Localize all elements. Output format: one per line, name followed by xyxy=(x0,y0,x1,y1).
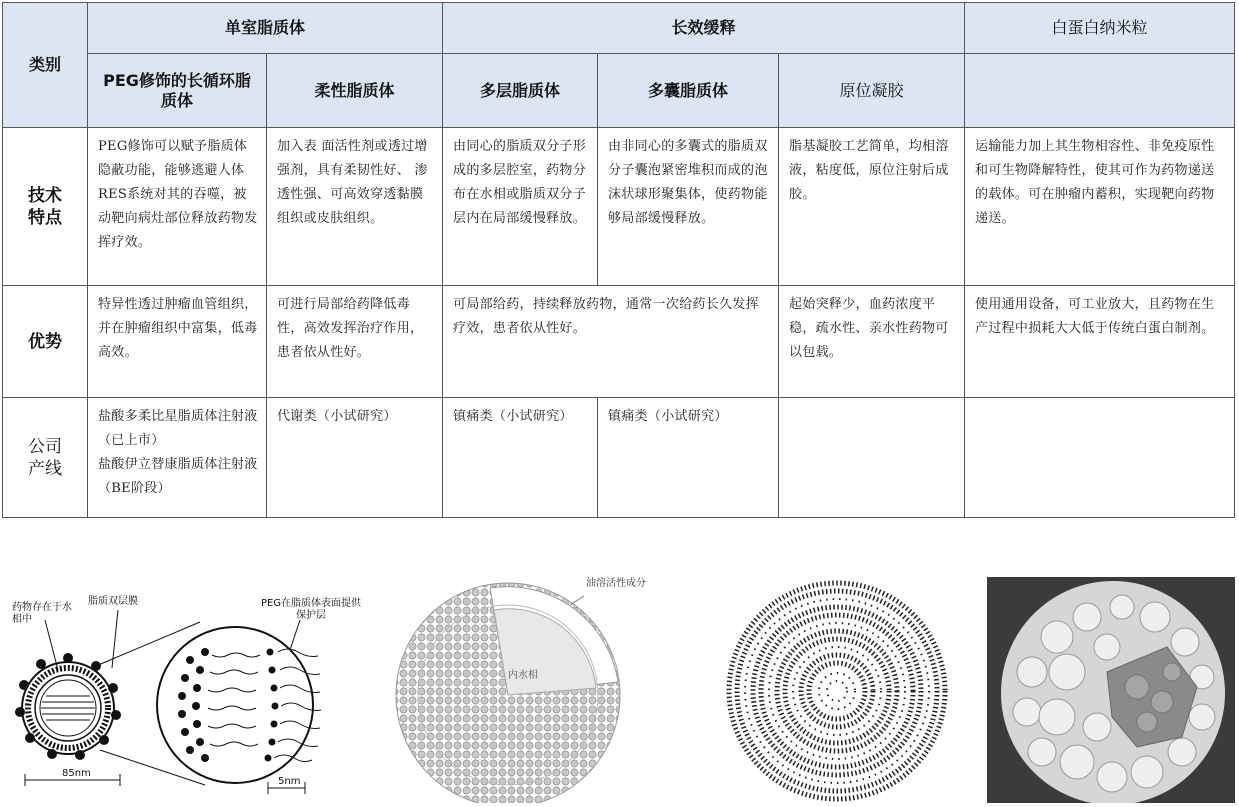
table-cell xyxy=(88,128,267,286)
cell-tech-flexible: 加入表 面活性剂或透过增强剂，具有柔韧性好、 渗透性强、可高效穿透黏膜组织或皮肤组织。 xyxy=(277,139,428,226)
label-lipid-bilayer: 脂质双层膜 xyxy=(88,596,138,607)
cell-adv-multi: 可局部给药，持续释放药物，通常一次给药长久发挥疗效，患者依从性好。 xyxy=(453,297,759,336)
subheader-flexible-cell xyxy=(267,54,443,128)
cell-pipeline-multilamellar: 镇痛类（小试研究） xyxy=(453,409,573,424)
table-cell xyxy=(443,398,598,518)
table-cell xyxy=(779,398,965,518)
header-category: 类别 xyxy=(28,54,61,74)
label-inner-aqueous: 内水相 xyxy=(508,670,538,681)
multivesicular-photo-image xyxy=(987,577,1235,803)
row-label-tech: 技术特点 xyxy=(28,185,62,228)
header-group-sustained: 长效缓释 xyxy=(671,18,736,37)
table-cell xyxy=(598,398,779,518)
cell-tech-multilamellar: 由同心的脂质双分子形成的多层腔室，药物分布在水相或脂质双分子层内在局部缓慢释放。 xyxy=(453,139,587,226)
table-cell xyxy=(598,128,779,286)
table-cell xyxy=(267,398,443,518)
cell-pipeline-peg-1: 盐酸多柔比星脂质体注射液（已上市） xyxy=(98,409,258,448)
peg-liposome-diagram xyxy=(0,560,380,803)
table-cell xyxy=(88,286,267,398)
cell-pipeline-flexible: 代谢类（小试研究） xyxy=(277,409,397,424)
figure-peg-liposome xyxy=(0,560,380,803)
table-row xyxy=(3,398,1235,518)
cell-adv-flexible: 可进行局部给药降低毒性，高效发挥治疗作用，患者依从性好。 xyxy=(277,297,424,360)
table-cell xyxy=(965,286,1235,398)
subheader-insitu-gel: 原位凝胶 xyxy=(839,80,904,100)
subheader-albumin xyxy=(965,54,1234,127)
header-group-albumin-cell xyxy=(965,3,1235,54)
table-cell xyxy=(965,128,1235,286)
header-group-unilamellar: 单室脂质体 xyxy=(225,18,306,37)
label-drug-in-aqueous: 药物存在于水相中 xyxy=(12,602,72,625)
table-cell xyxy=(267,128,443,286)
table-cell xyxy=(267,286,443,398)
table-row xyxy=(3,128,1235,286)
figures-strip xyxy=(0,560,1239,803)
label-peg-layer: PEG在脂质体表面提供保护层 xyxy=(260,598,362,621)
subheader-flexible: 柔性脂质体 xyxy=(314,80,395,100)
table-cell xyxy=(779,286,965,398)
table-cell xyxy=(443,128,598,286)
row-label-cell xyxy=(3,286,88,398)
subheader-multilamellar-cell xyxy=(443,54,598,128)
cell-tech-insitu-gel: 脂基凝胶工艺简单，均相溶液，粘度低，原位注射后成胶。 xyxy=(789,139,949,202)
figure-liposome-cutaway xyxy=(390,570,690,803)
label-oil-soluble: 油溶活性成分 xyxy=(586,578,646,589)
table-cell xyxy=(443,286,779,398)
label-size-5nm: 5nm xyxy=(278,776,301,787)
figure-multilamellar xyxy=(712,574,972,803)
subheader-peg: PEG修饰的长循环脂质体 xyxy=(103,70,251,110)
cell-tech-multivesicular: 由非同心的多囊式的脂质双分子囊泡紧密堆积而成的泡沫状球形聚集体，使药物能够局部缓慢释放。 xyxy=(608,139,768,226)
subheader-multivesicular-cell xyxy=(598,54,779,128)
cell-adv-albumin: 使用通用设备，可工业放大，且药物在生产过程中损耗大大低于传统白蛋白制剂。 xyxy=(975,297,1215,336)
table-cell xyxy=(779,128,965,286)
header-group-unilamellar-cell xyxy=(88,3,443,54)
subheader-peg-cell xyxy=(88,54,267,128)
magnified-membrane xyxy=(157,627,321,783)
cell-adv-peg: 特异性透过肿瘤血管组织，并在肿瘤组织中富集，低毒高效。 xyxy=(98,297,258,360)
row-label-pipeline: 公司产线 xyxy=(28,436,62,479)
liposome-cutaway-diagram xyxy=(390,570,690,803)
cell-pipeline-multivesicular: 镇痛类（小试研究） xyxy=(608,409,728,424)
table-row xyxy=(3,286,1235,398)
cell-pipeline-insitu-gel xyxy=(779,398,964,411)
subheader-multivesicular: 多囊脂质体 xyxy=(648,80,729,100)
small-liposome xyxy=(15,653,121,760)
cell-adv-insitu-gel: 起始突释少，血药浓度平稳，疏水性、亲水性药物可以包载。 xyxy=(789,297,949,360)
figure-multivesicular-photo xyxy=(987,577,1235,803)
table-cell xyxy=(88,398,267,518)
row-label-cell xyxy=(3,128,88,286)
subheader-multilamellar: 多层脂质体 xyxy=(480,80,561,100)
table-cell xyxy=(965,398,1235,518)
subheader-albumin-cell xyxy=(965,54,1235,128)
cell-tech-albumin: 运输能力加上其生物相容性、非免疫原性和可生物降解特性，使其可作为药物递送的载体。可在肿瘤内蓄积，实现靶向药物递送。 xyxy=(975,139,1215,226)
row-label-advantage: 优势 xyxy=(28,331,62,352)
multilamellar-rings-diagram xyxy=(712,574,972,803)
cell-pipeline-albumin xyxy=(965,398,1234,411)
label-size-85nm: 85nm xyxy=(62,768,91,779)
header-group-sustained-cell xyxy=(443,3,965,54)
liposome-comparison-table xyxy=(2,2,1235,518)
header-category-cell xyxy=(3,3,88,128)
row-label-cell xyxy=(3,398,88,518)
subheader-insitu-gel-cell xyxy=(779,54,965,128)
cell-tech-peg: PEG修饰可以赋予脂质体隐蔽功能，能够逃避人体RES系统对其的吞噬，被动靶向病灶部位释放药物发挥疗效。 xyxy=(98,139,258,250)
cell-pipeline-peg-2: 盐酸伊立替康脂质体注射液（BE阶段） xyxy=(98,457,258,496)
header-group-albumin: 白蛋白纳米粒 xyxy=(1051,18,1148,37)
